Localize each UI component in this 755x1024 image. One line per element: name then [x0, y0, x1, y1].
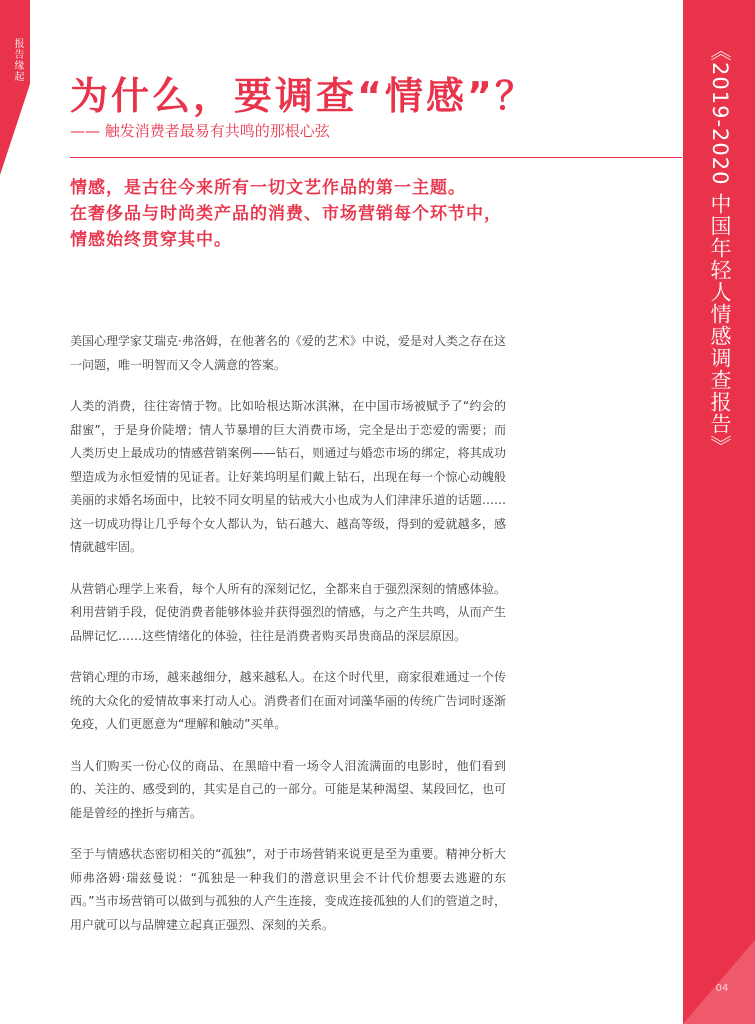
lead-line: 情感，是古往今来所有一切文艺作品的第一主题。 — [70, 178, 466, 198]
paragraph: 至于与情感状态密切相关的“孤独”，对于市场营销来说更是至为重要。精神分析大师弗洛姆·瑞兹曼说：“孤独是一种我们的潜意识里会不计代价想要去逃避的东西。”当市场营销可以做到与孤独的人产生连接，变成连接孤独的人们的管道之时，用户就可以与品牌建立起真正强烈、深刻的关系。 — [70, 847, 506, 932]
body-text — [70, 330, 506, 955]
page-title: 为什么，要调查“情感”？ — [70, 74, 536, 118]
side-band — [683, 0, 755, 1024]
lead-statement — [70, 175, 550, 253]
paragraph: 美国心理学家艾瑞克·弗洛姆，在他著名的《爱的艺术》中说，爱是对人类之存在这一问题，唯一明智而又令人满意的答案。 — [70, 334, 506, 372]
page-number: 04 — [715, 983, 729, 994]
side-band-accent — [683, 940, 755, 1024]
title-divider — [70, 157, 682, 158]
paragraph: 从营销心理学上来看，每个人所有的深刻记忆，全都来自于强烈深刻的情感体验。利用营销手段，促使消费者能够体验并获得强烈的情感，与之产生共鸣，从而产生品牌记忆……这些情绪化的体验，往往是消费者购买昂贵商品的深层原因。 — [70, 581, 506, 643]
paragraph: 人类的消费，往往寄情于物。比如哈根达斯冰淇淋，在中国市场被赋予了“约会的甜蜜”，于是身价陡增；情人节暴增的巨大消费市场，完全是出于恋爱的需要；而人类历史上最成功的情感营销案例——钻石，则通过与婚恋市场的绑定，将其成功塑造成为永恒爱情的见证者。让好莱坞明星们戴上钻石，出现在每一个惊心动魄般美丽的求婚名场面中，比较不同女明星的钻戒大小也成为人们津津乐道的话题……这一切成功得让几乎每个女人都认为，钻石越大、越高等级，得到的爱就越多，感情就越牢固。 — [70, 399, 506, 554]
paragraph: 营销心理的市场，越来越细分，越来越私人。在这个时代里，商家很难通过一个传统的大众化的爱情故事来打动人心。消费者们在面对词藻华丽的传统广告词时逐渐免疫，人们更愿意为“理解和触动”买单。 — [70, 670, 506, 731]
report-title-vertical: 《2019-2020 中国年轻人情感调查报告》 — [708, 40, 732, 458]
section-label: 报告缘起 — [12, 38, 23, 82]
page-subtitle: —— 触发消费者最易有共鸣的那根心弦 — [70, 122, 330, 140]
paragraph: 当人们购买一份心仪的商品、在黑暗中看一场令人泪流满面的电影时，他们看到的、关注的、感受到的，其实是自己的一部分。可能是某种渴望、某段回忆，也可能是曾经的挫折与痛苦。 — [70, 758, 506, 820]
lead-line: 情感始终贯穿其中。 — [70, 230, 232, 250]
lead-line: 在奢侈品与时尚类产品的消费、市场营销每个环节中， — [70, 204, 502, 224]
section-corner-tab — [0, 0, 30, 175]
